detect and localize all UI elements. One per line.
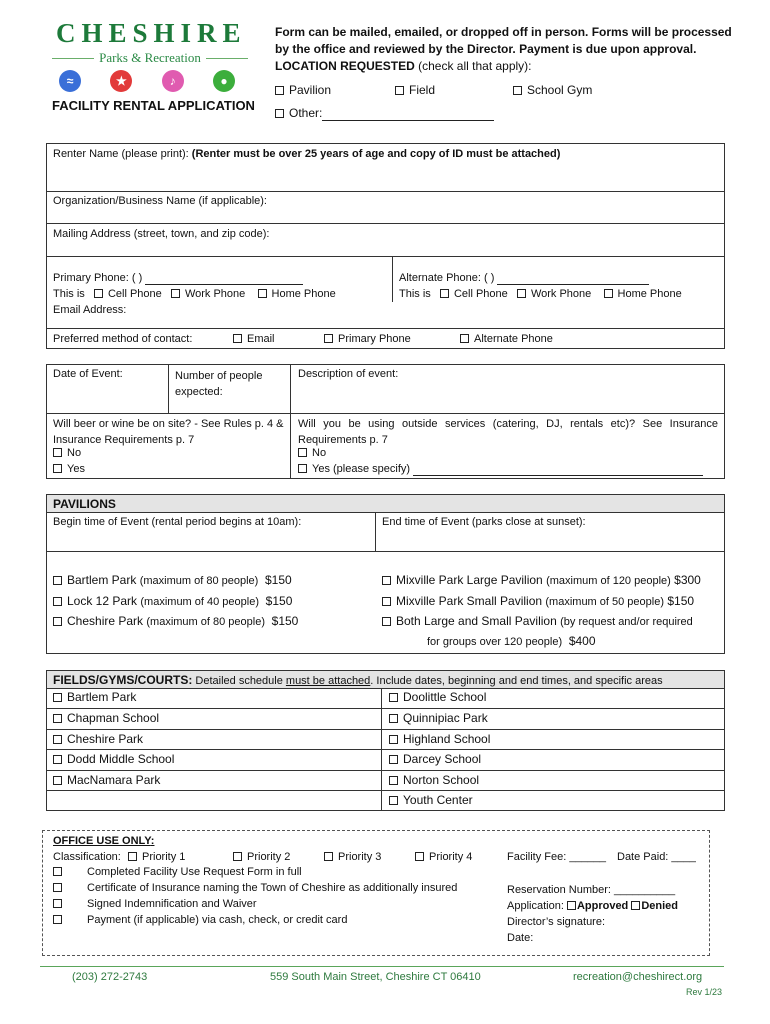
field-name: MacNamara Park xyxy=(67,773,161,787)
pavilion-name: Both Large and Small Pavilion xyxy=(396,614,557,628)
outside-services-question: Will you be using outside services (catering, DJ, rentals etc)? See Insurance Requirements p. 7 xyxy=(298,418,718,446)
event-description-field[interactable]: Description of event: xyxy=(298,368,399,380)
priority-3-option[interactable] xyxy=(324,851,381,863)
beer-wine-question: Will beer or wine be on site? - See Rules p. 4 & Insurance Requirements p. 7 xyxy=(53,418,284,446)
mailing-address-field[interactable]: Mailing Address (street, town, and zip code): xyxy=(53,228,270,240)
field-option-darcey[interactable] xyxy=(389,752,481,766)
primary-work-option[interactable]: Work Phone xyxy=(184,288,246,300)
office-use-heading-text: OFFICE USE ONLY xyxy=(53,835,151,847)
application-title: FACILITY RENTAL APPLICATION xyxy=(52,98,255,113)
fields-note-underlined: must be attached xyxy=(285,675,371,687)
fields-heading-row xyxy=(53,673,663,687)
priority-2-option[interactable] xyxy=(233,851,290,863)
renter-name-note: (Renter must be over 25 years of age and copy of ID must be attached) xyxy=(191,148,561,160)
priority-label: Priority 2 xyxy=(247,851,291,863)
pref-alternate-option[interactable] xyxy=(460,333,553,345)
fields-note-post: . Include dates, beginning and end times, and specific areas xyxy=(370,675,663,687)
date-paid-field[interactable]: Date Paid: ____ xyxy=(617,851,696,863)
approved-option[interactable]: Approved xyxy=(576,900,629,912)
number-of-people-field[interactable]: Number of people expected: xyxy=(175,370,263,398)
pavilion-price: $300 xyxy=(674,573,701,587)
outside-yes-label: Yes (please specify) xyxy=(312,463,411,475)
pavilion-name: Bartlem Park xyxy=(67,573,137,587)
pavilion-price: $150 xyxy=(271,614,299,628)
application-status xyxy=(507,900,678,912)
beer-no-label: No xyxy=(67,447,82,459)
alternate-work-option[interactable]: Work Phone xyxy=(530,288,592,300)
priority-4-option[interactable] xyxy=(415,851,472,863)
loc-field-checkbox[interactable] xyxy=(395,83,435,97)
dancer-icon: ♪ xyxy=(162,70,184,92)
field-option-highland[interactable] xyxy=(389,732,490,746)
field-name: Dodd Middle School xyxy=(67,752,175,766)
location-requested-label: LOCATION REQUESTED xyxy=(275,59,415,73)
pavilion-detail: (maximum of 40 people) xyxy=(140,596,259,608)
field-option-youth-center[interactable] xyxy=(389,793,473,807)
alternate-phone-field[interactable] xyxy=(399,272,649,285)
loc-field-label: Field xyxy=(409,83,436,97)
loc-school-gym-checkbox[interactable] xyxy=(513,83,592,97)
checklist-item-payment[interactable] xyxy=(53,914,347,926)
office-use-heading: OFFICE USE ONLY: xyxy=(53,835,155,847)
priority-label: Priority 3 xyxy=(338,851,382,863)
pavilion-option-mixville-small[interactable] xyxy=(382,594,694,608)
field-option-chapman[interactable] xyxy=(53,711,159,725)
checklist-label: Certificate of Insurance naming the Town of Cheshire as additionally insured xyxy=(87,882,458,894)
primary-home-option[interactable]: Home Phone xyxy=(271,288,336,300)
field-option-macnamara[interactable] xyxy=(53,773,160,787)
field-name: Norton School xyxy=(403,773,480,787)
loc-other-label: Other: xyxy=(289,106,323,120)
pavilion-price: $150 xyxy=(264,573,292,587)
reservation-number-field[interactable]: Reservation Number: __________ xyxy=(507,884,676,896)
pavilion-detail: (maximum of 80 people) xyxy=(146,616,265,628)
end-time-field[interactable]: End time of Event (parks close at sunset): xyxy=(382,516,586,528)
beer-no-option[interactable] xyxy=(53,447,81,459)
pavilion-name: Mixville Park Large Pavilion xyxy=(396,573,543,587)
application-label: Application: xyxy=(507,900,564,912)
pavilion-price: $150 xyxy=(667,594,695,608)
fields-heading: FIELDS/GYMS/COURTS: xyxy=(53,673,193,687)
loc-pavilion-label: Pavilion xyxy=(289,83,332,97)
checklist-item-form[interactable] xyxy=(53,866,302,878)
organization-field[interactable]: Organization/Business Name (if applicable): xyxy=(53,195,267,207)
begin-time-field[interactable]: Begin time of Event (rental period begins at 10am): xyxy=(53,516,302,528)
loc-school-gym-label: School Gym xyxy=(527,83,593,97)
logo-subtitle-row xyxy=(52,50,248,66)
logo-icons xyxy=(59,70,235,92)
pavilion-detail: (maximum of 50 people) xyxy=(545,596,664,608)
field-name: Bartlem Park xyxy=(67,690,137,704)
alternate-home-option[interactable]: Home Phone xyxy=(617,288,682,300)
pavilion-name: Lock 12 Park xyxy=(67,594,138,608)
loc-pavilion-checkbox[interactable] xyxy=(275,83,331,97)
field-name: Quinnipiac Park xyxy=(403,711,488,725)
checklist-label: Payment (if applicable) via cash, check, or credit card xyxy=(87,914,348,926)
pavilion-option-mixville-large[interactable] xyxy=(382,573,701,587)
location-requested xyxy=(275,59,532,73)
primary-phone-label: Primary Phone: ( ) xyxy=(53,272,143,284)
alternate-cell-option[interactable]: Cell Phone xyxy=(453,288,508,300)
pavilion-name: Cheshire Park xyxy=(67,614,144,628)
field-name: Doolittle School xyxy=(403,690,487,704)
priority-label: Priority 1 xyxy=(142,851,186,863)
pavilion-option-lock12[interactable] xyxy=(53,594,292,608)
checklist-item-insurance[interactable] xyxy=(53,882,457,894)
field-name: Youth Center xyxy=(403,793,473,807)
field-name: Cheshire Park xyxy=(67,732,144,746)
field-name: Chapman School xyxy=(67,711,160,725)
outside-yes-option[interactable] xyxy=(298,463,703,476)
denied-option[interactable]: Denied xyxy=(641,900,679,912)
renter-section xyxy=(46,143,725,349)
pref-primary-label: Primary Phone xyxy=(338,333,411,345)
field-option-doolittle[interactable] xyxy=(389,690,486,704)
field-option-bartlem[interactable] xyxy=(53,690,136,704)
pavilion-both-continued xyxy=(427,634,596,648)
field-option-quinnipiac[interactable] xyxy=(389,711,488,725)
pref-primary-option[interactable] xyxy=(324,333,411,345)
date-of-event-field[interactable]: Date of Event: xyxy=(53,368,123,380)
intro-text: Form can be mailed, emailed, or dropped off in person. Forms will be processed by the office and reviewed by the Director. Payment is due upon approval. xyxy=(275,25,732,56)
pref-email-label: Email xyxy=(247,333,275,345)
primary-phone-type xyxy=(53,288,336,300)
director-signature-field[interactable]: Director’s signature: xyxy=(507,916,606,928)
pavilion-detail: (by request and/or required xyxy=(560,616,693,628)
field-name: Highland School xyxy=(403,732,491,746)
field-name: Darcey School xyxy=(403,752,482,766)
pavilion-price: $150 xyxy=(265,594,293,608)
pavilion-option-bartlem[interactable] xyxy=(53,573,292,587)
child-icon: ● xyxy=(213,70,235,92)
outside-no-label: No xyxy=(312,447,327,459)
renter-name-row[interactable] xyxy=(53,148,560,160)
pref-email-option[interactable] xyxy=(233,333,275,345)
logo-title: CHESHIRE xyxy=(56,18,247,48)
primary-cell-option[interactable]: Cell Phone xyxy=(107,288,162,300)
beer-yes-label: Yes xyxy=(67,463,85,475)
swimmer-icon: ≈ xyxy=(59,70,81,92)
alternate-phone-label: Alternate Phone: ( ) xyxy=(399,272,495,284)
date-field[interactable]: Date: xyxy=(507,932,534,944)
pavilions-heading: PAVILIONS xyxy=(53,497,116,511)
email-field[interactable]: Email Address: xyxy=(53,304,127,316)
pavilion-option-both[interactable] xyxy=(382,614,693,628)
field-option-dodd[interactable] xyxy=(53,752,174,766)
outside-no-option[interactable] xyxy=(298,447,326,459)
fields-note-pre: Detailed schedule xyxy=(192,675,286,687)
loc-other-checkbox[interactable] xyxy=(275,106,494,121)
location-hint: (check all that apply): xyxy=(414,59,532,73)
pavilion-detail: (maximum of 80 people) xyxy=(139,575,259,587)
priority-1-option[interactable] xyxy=(128,851,185,863)
footer-email[interactable]: recreation@cheshirect.org xyxy=(573,971,703,983)
primary-phone-field[interactable] xyxy=(53,272,303,285)
checklist-label: Signed Indemnification and Waiver xyxy=(87,898,257,910)
alternate-phone-type xyxy=(399,288,682,300)
this-is-label: This is xyxy=(399,288,431,300)
footer-divider xyxy=(40,966,724,967)
facility-fee-field[interactable]: Facility Fee: ______ xyxy=(507,851,607,863)
logo-subtitle: Parks & Recreation xyxy=(99,50,201,65)
classification-label: Classification: xyxy=(53,851,121,863)
checklist-item-waiver[interactable] xyxy=(53,898,257,910)
footer-address: 559 South Main Street, Cheshire CT 06410 xyxy=(270,971,481,983)
priority-label: Priority 4 xyxy=(429,851,473,863)
runner-icon: ★ xyxy=(110,70,132,92)
renter-name-label: Renter Name (please print): xyxy=(53,148,189,160)
revision-label: Rev 1/23 xyxy=(686,987,723,997)
field-option-cheshire-park[interactable] xyxy=(53,732,143,746)
pavilion-option-cheshire[interactable] xyxy=(53,614,298,628)
footer-phone: (203) 272-2743 xyxy=(72,971,148,983)
beer-yes-option[interactable] xyxy=(53,463,85,475)
loc-other-input[interactable] xyxy=(322,106,494,121)
pavilion-name: Mixville Park Small Pavilion xyxy=(396,594,543,608)
pavilion-both-price: $400 xyxy=(568,634,596,648)
pavilion-detail: (maximum of 120 people) xyxy=(546,575,671,587)
this-is-label: This is xyxy=(53,288,85,300)
preferred-contact-label: Preferred method of contact: xyxy=(53,333,193,345)
pref-alternate-label: Alternate Phone xyxy=(474,333,553,345)
field-option-norton[interactable] xyxy=(389,773,479,787)
pavilion-both-detail: for groups over 120 people) xyxy=(427,636,563,648)
checklist-label: Completed Facility Use Request Form in full xyxy=(87,866,302,878)
